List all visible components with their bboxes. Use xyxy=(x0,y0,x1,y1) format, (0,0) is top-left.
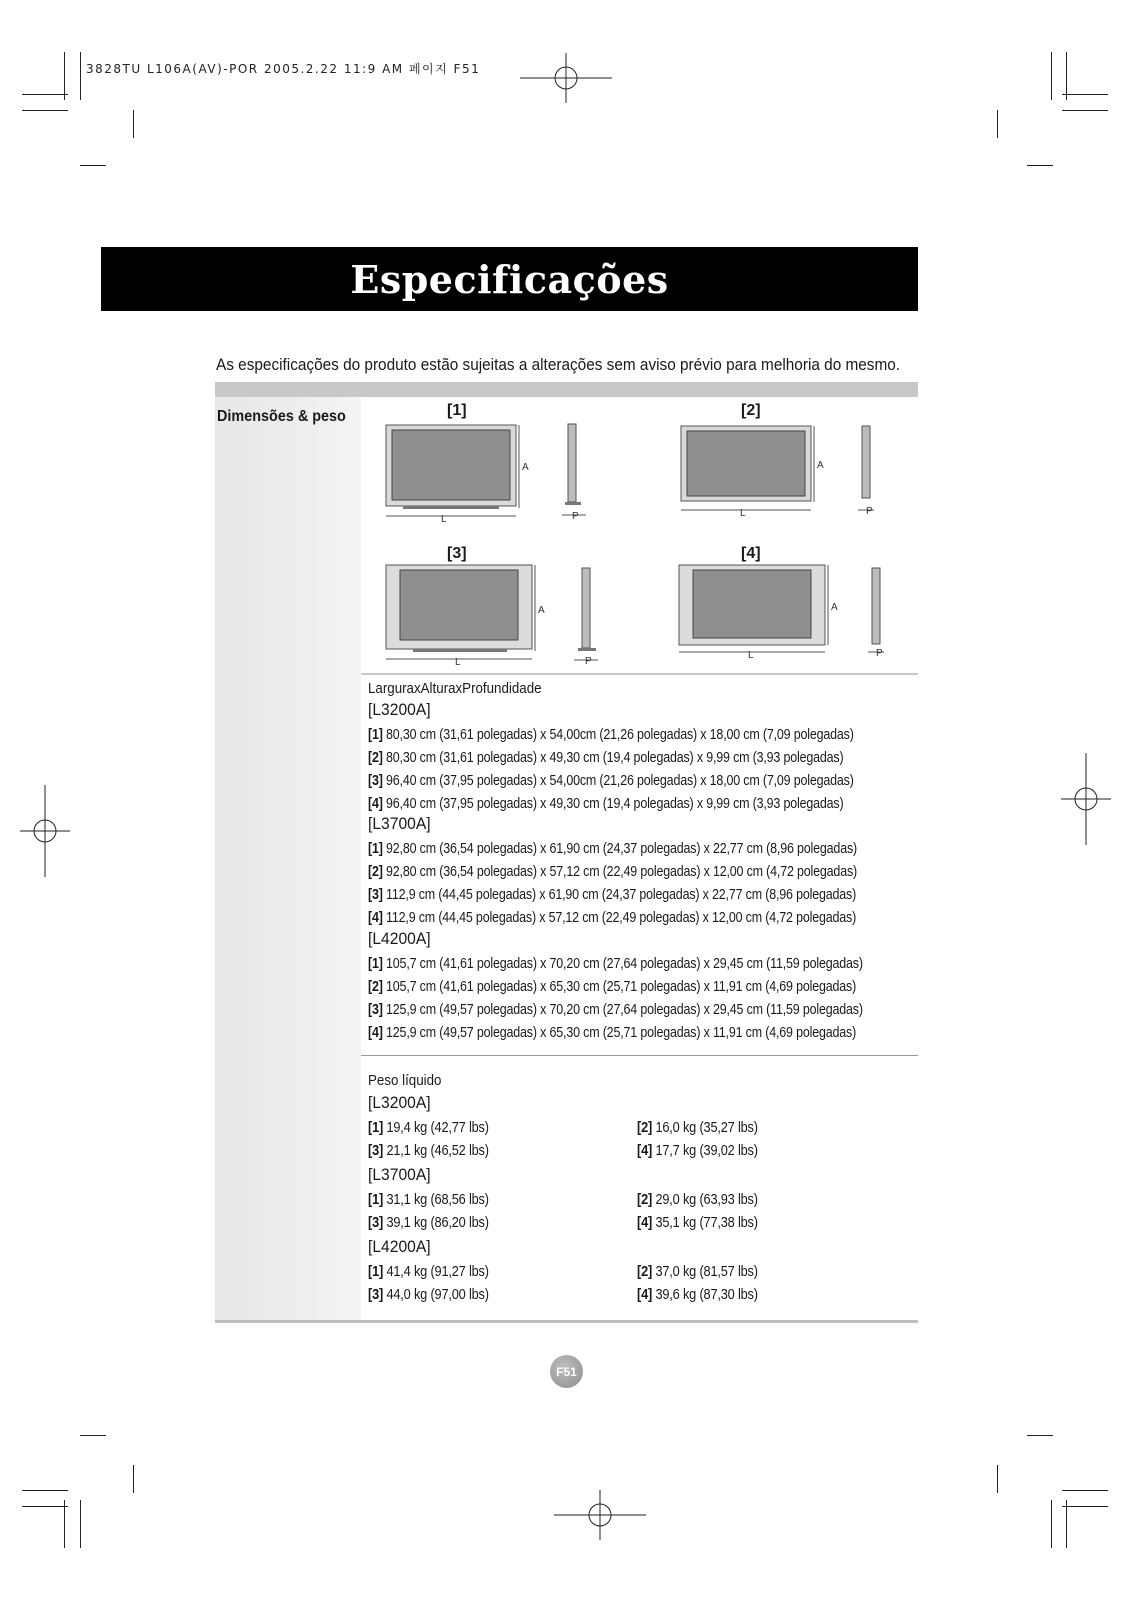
dimensions-row: [1] 92,80 cm (36,54 polegadas) x 61,90 cm (24,37 polegadas) x 22,77 cm (8,96 polegadas) xyxy=(368,841,858,857)
dim-a-label: A xyxy=(538,605,545,616)
weight-row: [4] 17,7 kg (39,02 lbs) xyxy=(637,1143,758,1159)
weight-row: [3] 44,0 kg (97,00 lbs) xyxy=(368,1287,489,1303)
dimensions-row: [3] 96,40 cm (37,95 polegadas) x 54,00cm (21,26 polegadas) x 18,00 cm (7,09 polegadas) xyxy=(368,773,854,789)
weight-model-name: [L3700A] xyxy=(368,1165,431,1184)
figure-label-4: [4] xyxy=(741,545,761,562)
dimensions-model-name: [L4200A] xyxy=(368,929,431,948)
section-header-band xyxy=(215,382,918,397)
dimensions-row: [2] 105,7 cm (41,61 polegadas) x 65,30 cm (25,71 polegadas) x 11,91 cm (4,69 polegadas) xyxy=(368,979,857,995)
dim-p-label: P xyxy=(876,648,883,659)
page-number-badge xyxy=(550,1355,583,1388)
registration-mark-left xyxy=(20,785,70,877)
dim-a-label: A xyxy=(817,460,824,471)
weight-model-name: [L3200A] xyxy=(368,1093,431,1112)
dim-a-label: A xyxy=(831,602,838,613)
weight-row: [1] 31,1 kg (68,56 lbs) xyxy=(368,1192,489,1208)
figure-label-3: [3] xyxy=(447,545,467,562)
dimensions-row: [4] 96,40 cm (37,95 polegadas) x 49,30 cm (19,4 polegadas) x 9,99 cm (3,93 polegadas) xyxy=(368,796,844,812)
dimensions-row: [1] 80,30 cm (31,61 polegadas) x 54,00cm (21,26 polegadas) x 18,00 cm (7,09 polegadas) xyxy=(368,727,854,743)
registration-mark-bottom xyxy=(554,1490,646,1540)
dimensions-model-name: [L3700A] xyxy=(368,814,431,833)
weight-row: [2] 37,0 kg (81,57 lbs) xyxy=(637,1264,758,1280)
weight-row: [2] 29,0 kg (63,93 lbs) xyxy=(637,1192,758,1208)
dimensions-row: [2] 92,80 cm (36,54 polegadas) x 57,12 cm (22,49 polegadas) x 12,00 cm (4,72 polegadas) xyxy=(368,864,858,880)
side-label: Dimensões & peso xyxy=(217,408,346,425)
figure-label-1: [1] xyxy=(447,402,467,419)
figure-label-2: [2] xyxy=(741,402,761,419)
dim-l-label: L xyxy=(455,657,461,667)
page-title-bar xyxy=(101,247,918,311)
dimensions-row: [3] 125,9 cm (49,57 polegadas) x 70,20 cm (27,64 polegadas) x 29,45 cm (11,59 polegadas) xyxy=(368,1002,863,1018)
dim-l-label: L xyxy=(441,514,447,522)
weight-heading: Peso líquido xyxy=(368,1073,442,1089)
weight-row: [1] 19,4 kg (42,77 lbs) xyxy=(368,1120,489,1136)
weight-model-name: [L4200A] xyxy=(368,1237,431,1256)
dim-l-label: L xyxy=(740,508,746,519)
separator-figures xyxy=(361,673,918,675)
registration-mark-top xyxy=(520,53,612,103)
side-column xyxy=(215,397,361,1320)
weight-row: [4] 35,1 kg (77,38 lbs) xyxy=(637,1215,758,1231)
tv-figure-4-side xyxy=(866,562,906,662)
dim-p-label: P xyxy=(572,511,579,520)
dim-p-label: P xyxy=(585,656,592,667)
dimensions-row: [2] 80,30 cm (31,61 polegadas) x 49,30 cm (19,4 polegadas) x 9,99 cm (3,93 polegadas) xyxy=(368,750,844,766)
registration-mark-right xyxy=(1061,753,1111,845)
table-bottom-rule xyxy=(215,1320,918,1323)
dimensions-model-name: [L3200A] xyxy=(368,700,431,719)
tv-figure-3-side xyxy=(572,562,622,667)
weight-row: [4] 39,6 kg (87,30 lbs) xyxy=(637,1287,758,1303)
dimensions-row: [4] 125,9 cm (49,57 polegadas) x 65,30 cm (25,71 polegadas) x 11,91 cm (4,69 polegadas) xyxy=(368,1025,857,1041)
tv-figure-4-front xyxy=(676,562,851,662)
dimensions-row: [3] 112,9 cm (44,45 polegadas) x 61,90 cm (24,37 polegadas) x 22,77 cm (8,96 polegadas) xyxy=(368,887,857,903)
weight-row: [3] 39,1 kg (86,20 lbs) xyxy=(368,1215,489,1231)
dim-p-label: P xyxy=(866,506,873,517)
weight-row: [3] 21,1 kg (46,52 lbs) xyxy=(368,1143,489,1159)
intro-text: As especificações do produto estão sujeitas a alterações sem aviso prévio para melhoria do mesmo. xyxy=(216,356,901,374)
weight-row: [1] 41,4 kg (91,27 lbs) xyxy=(368,1264,489,1280)
tv-figure-2-side xyxy=(856,420,896,520)
tv-figure-3-front xyxy=(383,562,558,667)
dimensions-row: [1] 105,7 cm (41,61 polegadas) x 70,20 cm (27,64 polegadas) x 29,45 cm (11,59 polegadas) xyxy=(368,956,863,972)
tv-figure-1-side xyxy=(560,420,610,520)
weight-row: [2] 16,0 kg (35,27 lbs) xyxy=(637,1120,758,1136)
dim-l-label: L xyxy=(748,650,754,661)
page-number: F51 xyxy=(556,1364,577,1379)
tv-figure-2-front xyxy=(678,422,833,522)
dim-a-label: A xyxy=(522,462,529,473)
dimensions-row: [4] 112,9 cm (44,45 polegadas) x 57,12 cm (22,49 polegadas) x 12,00 cm (4,72 polegadas) xyxy=(368,910,857,926)
page-title: Especificações xyxy=(350,256,669,302)
print-header: 3828TU L106A(AV)-POR 2005.2.22 11:9 AM 페이지 F51 xyxy=(86,62,481,76)
separator-weight xyxy=(361,1055,918,1056)
dimensions-heading: LarguraxAlturaxProfundidade xyxy=(368,681,542,697)
